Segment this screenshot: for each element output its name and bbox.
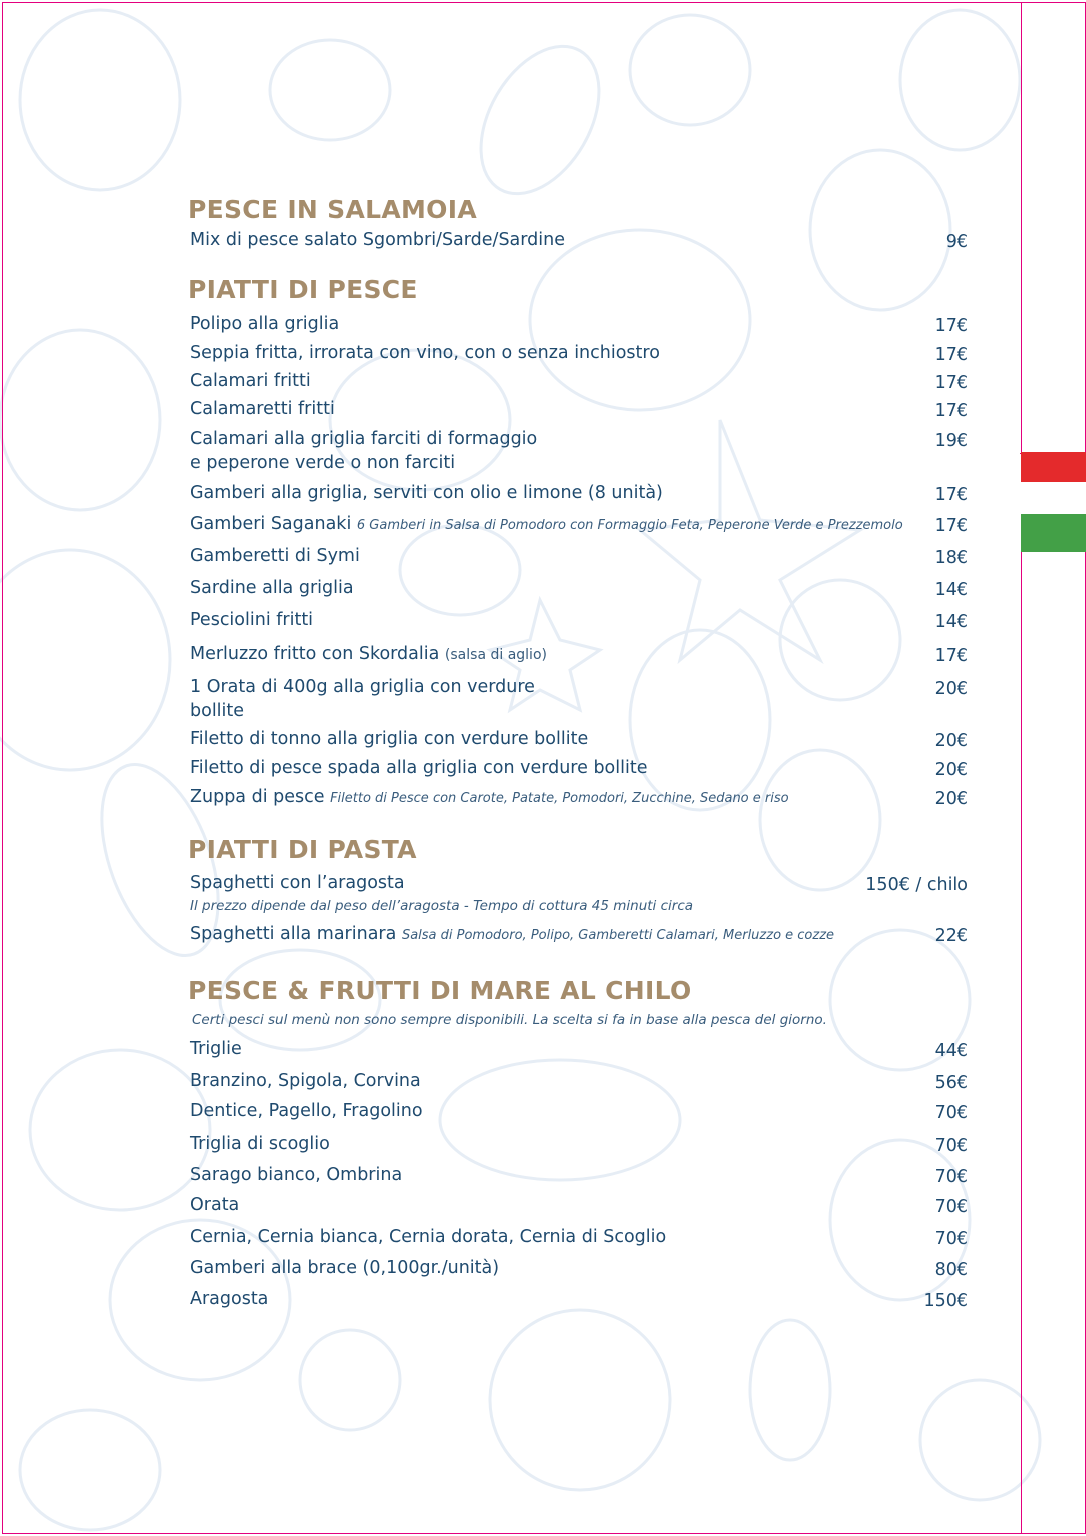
- item-name: Calamari alla griglia farciti di formaggio: [190, 429, 538, 449]
- item-price: 14€: [934, 612, 968, 632]
- item-price: 22€: [934, 926, 968, 946]
- flag-stripe-red: [1021, 452, 1086, 482]
- item-name: Gamberi Saganaki: [190, 514, 352, 534]
- menu-item: [190, 1132, 968, 1156]
- item-price: 17€: [934, 373, 968, 393]
- item-name: Triglie: [190, 1039, 242, 1059]
- item-name: Sarago bianco, Ombrina: [190, 1165, 403, 1185]
- menu-item: [190, 544, 968, 568]
- item-price: 70€: [934, 1229, 968, 1249]
- item-price: 20€: [934, 679, 968, 699]
- section-title: PESCE IN SALAMOIA: [188, 195, 477, 224]
- menu-item: [190, 1287, 968, 1311]
- item-price: 9€: [945, 232, 968, 252]
- item-name: Dentice, Pagello, Fragolino: [190, 1101, 423, 1121]
- menu-item: [190, 341, 968, 365]
- item-name: Polipo alla griglia: [190, 314, 340, 334]
- item-name: Gamberi alla brace (0,100gr./unità): [190, 1258, 500, 1278]
- item-name: Aragosta: [190, 1289, 269, 1309]
- item-note: Il prezzo dipende dal peso dell’aragosta - Tempo di cottura 45 minuti circa: [190, 898, 694, 914]
- item-name: 1 Orata di 400g alla griglia con verdure: [190, 677, 535, 697]
- item-price: 70€: [934, 1167, 968, 1187]
- item-name: Merluzzo fritto con Skordalia: [190, 644, 440, 664]
- item-price: 19€: [934, 431, 968, 451]
- item-name: Orata: [190, 1195, 240, 1215]
- item-price: 80€: [934, 1260, 968, 1280]
- italian-flag-tab[interactable]: [1021, 452, 1086, 552]
- item-name: Zuppa di pesce: [190, 787, 325, 807]
- item-name: Filetto di tonno alla griglia con verdure bollite: [190, 729, 589, 749]
- item-price: 44€: [934, 1041, 968, 1061]
- menu-item: [190, 397, 968, 421]
- item-description: (salsa di aglio): [444, 647, 547, 663]
- section-note: Certi pesci sul menù non sono sempre disponibili. La scelta si fa in base alla pesca del giorno.: [192, 1012, 827, 1028]
- item-price: 17€: [934, 646, 968, 666]
- item-price: 17€: [934, 516, 968, 536]
- trim-tab-bottom: [1020, 552, 1086, 1534]
- menu-item: [190, 312, 968, 336]
- item-name: Calamaretti fritti: [190, 399, 335, 419]
- item-description: Salsa di Pomodoro, Polipo, Gamberetti Calamari, Merluzzo e cozze: [401, 928, 835, 943]
- item-price: 70€: [934, 1103, 968, 1123]
- item-name: Pesciolini fritti: [190, 610, 314, 630]
- item-price: 20€: [934, 789, 968, 809]
- item-name: Spaghetti con l’aragosta: [190, 873, 405, 893]
- item-name: Seppia fritta, irrorata con vino, con o senza inchiostro: [190, 343, 660, 363]
- item-name: Gamberi alla griglia, serviti con olio e limone (8 unità): [190, 483, 663, 503]
- menu-item: [190, 1225, 968, 1249]
- item-price: 150€ / chilo: [865, 875, 968, 895]
- section-title: PIATTI DI PASTA: [188, 835, 417, 864]
- trim-tab-top: [1020, 2, 1086, 454]
- menu-item: [190, 871, 968, 895]
- menu-item: [190, 1069, 968, 1093]
- menu-item: [190, 369, 968, 393]
- menu-item: [190, 756, 968, 780]
- item-price: 56€: [934, 1073, 968, 1093]
- item-price: 70€: [934, 1136, 968, 1156]
- menu-item: [190, 922, 968, 948]
- menu-item: [190, 1099, 968, 1123]
- item-name: Sardine alla griglia: [190, 578, 354, 598]
- menu-item: [190, 642, 968, 667]
- menu-item: [190, 785, 968, 811]
- item-price: 18€: [934, 548, 968, 568]
- item-name: Filetto di pesce spada alla griglia con verdure bollite: [190, 758, 648, 778]
- item-name: Cernia, Cernia bianca, Cernia dorata, Cernia di Scoglio: [190, 1227, 667, 1247]
- menu-item: [190, 427, 968, 475]
- menu-item: [190, 512, 968, 538]
- item-price: 20€: [934, 731, 968, 751]
- menu-item: [190, 228, 968, 252]
- item-name: Calamari fritti: [190, 371, 311, 391]
- section-title: PESCE & FRUTTI DI MARE AL CHILO: [188, 976, 692, 1005]
- menu-item: [190, 1163, 968, 1187]
- item-description: 6 Gamberi in Salsa di Pomodoro con Formaggio Feta, Peperone Verde e Prezzemolo: [356, 518, 903, 533]
- section-title: PIATTI DI PESCE: [188, 275, 418, 304]
- item-name: Gamberetti di Symi: [190, 546, 360, 566]
- item-name: Spaghetti alla marinara: [190, 924, 397, 944]
- menu-item: [190, 1193, 968, 1217]
- flag-stripe-green: [1021, 514, 1086, 552]
- item-price: 70€: [934, 1197, 968, 1217]
- item-price: 17€: [934, 345, 968, 365]
- item-name: Mix di pesce salato Sgombri/Sarde/Sardine: [190, 230, 565, 250]
- item-price: 17€: [934, 485, 968, 505]
- item-price: 150€: [923, 1291, 968, 1311]
- menu-item: [190, 481, 968, 505]
- menu-item: [190, 727, 968, 751]
- item-price: 17€: [934, 401, 968, 421]
- menu-item: [190, 1037, 968, 1061]
- item-price: 20€: [934, 760, 968, 780]
- menu-item: [190, 608, 968, 632]
- item-price: 14€: [934, 580, 968, 600]
- item-name-line2: bollite: [190, 701, 245, 721]
- item-description: Filetto di Pesce con Carote, Patate, Pomodori, Zucchine, Sedano e riso: [330, 791, 789, 806]
- item-name: Triglia di scoglio: [190, 1134, 330, 1154]
- item-name: Branzino, Spigola, Corvina: [190, 1071, 421, 1091]
- menu-item: [190, 1256, 968, 1280]
- flag-stripe-white: [1021, 482, 1086, 514]
- menu-item: [190, 576, 968, 600]
- item-name-line2: e peperone verde o non farciti: [190, 453, 456, 473]
- menu-item: [190, 675, 968, 723]
- item-price: 17€: [934, 316, 968, 336]
